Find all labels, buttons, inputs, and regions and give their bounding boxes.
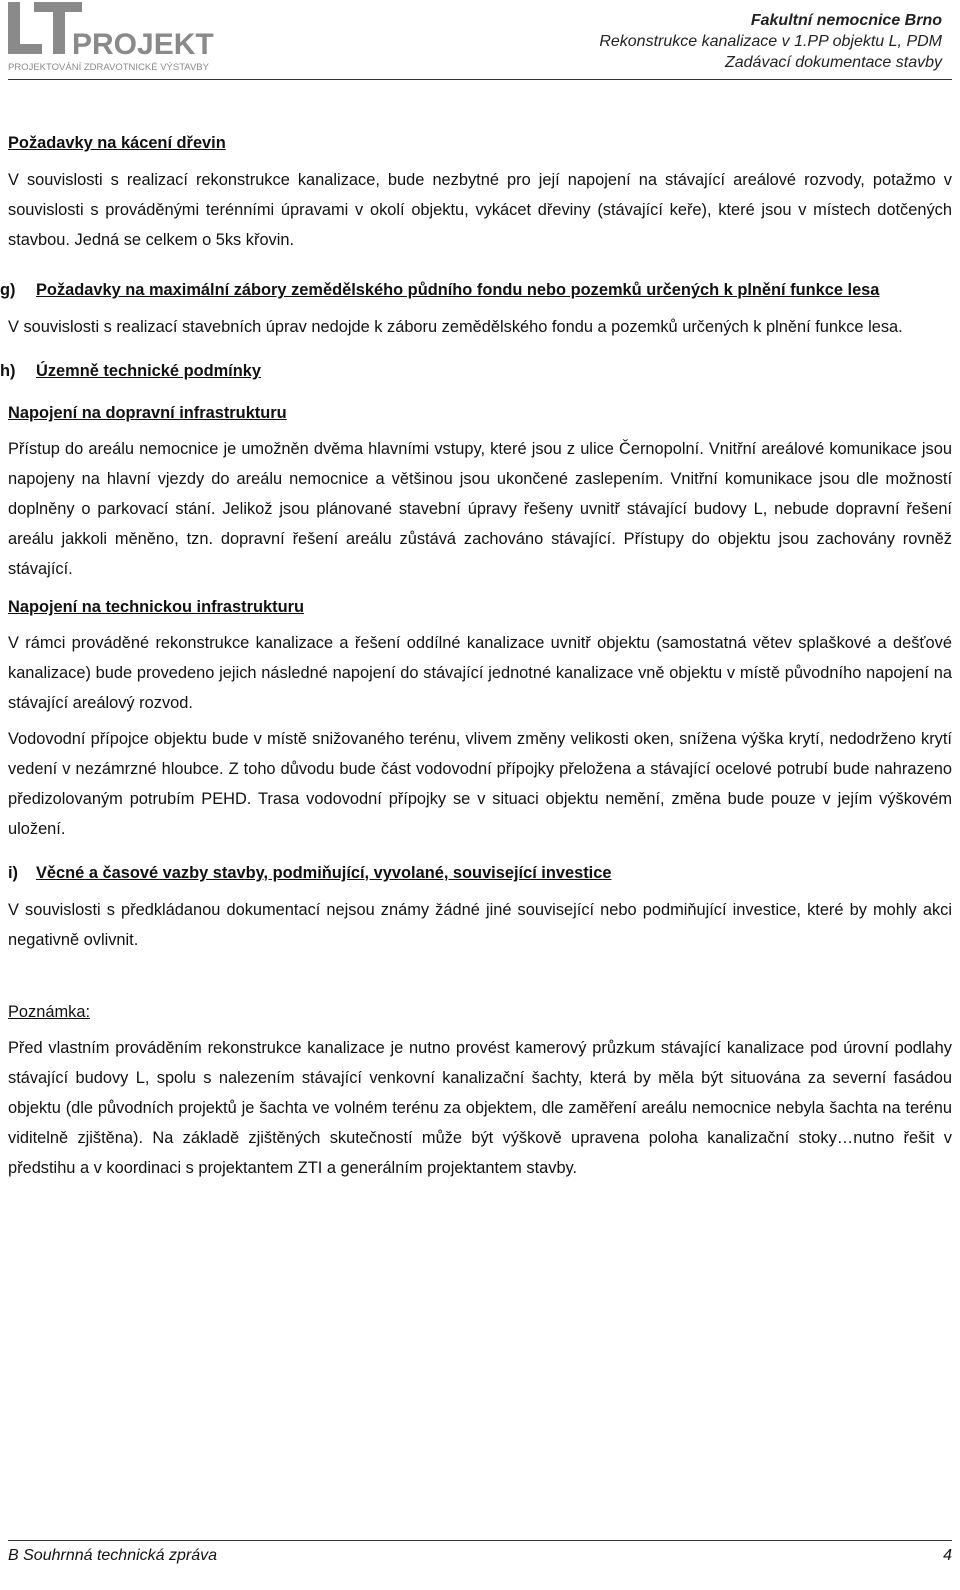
- footer-document-name: B Souhrnná technická zpráva: [8, 1547, 218, 1564]
- section-g-heading: [0, 275, 952, 305]
- document-type: Zadávací dokumentace stavby: [724, 54, 942, 71]
- institution: Fakultní nemocnice Brno: [750, 12, 942, 29]
- logo-subtitle: PROJEKTOVÁNÍ ZDRAVOTNICKÉ VÝSTAVBY: [8, 62, 209, 73]
- lt-projekt-logo: [8, 2, 228, 74]
- section-g-number: g): [0, 281, 16, 299]
- note-paragraph: Před vlastním prováděním rekonstrukce kanalizace je nutno provést kamerový průzkum stávající kanalizace pod úrovní podlahy stávající budovy L, spolu s nalezením stávající venkovní kanalizační šachty, která by měla být situována za severní fasádou objektu (dle původních projektů je šachta ve volném terénu za objektem, dle zaměření areálu nemocnice nebyla šachta na terénu viditelně zjištěna). Na základě zjištěných skutečností může být výškově upravena poloha kanalizační stoky…nutno řešit v předstihu a v koordinaci s projektantem ZTI a generálním projektantem stavby.: [8, 1039, 952, 1177]
- trees-heading: Požadavky na kácení dřevin: [8, 134, 226, 152]
- section-i-paragraph: V souvislosti s předkládanou dokumentací nejsou známy žádné jiné související nebo podmiňující investice, které by mohly akci negativně ovlivnit.: [8, 901, 952, 949]
- trees-paragraph: V souvislosti s realizací rekonstrukce kanalizace, bude nezbytné pro její napojení na stávající areálové rozvody, potažmo v souvislosti s prováděnými terénními úpravami v okolí objektu, vykácet dřeviny (stávající keře), které jsou v místech dotčených stavbou. Jedná se celkem o 5ks křovin.: [8, 171, 952, 249]
- section-i-number: i): [8, 864, 19, 882]
- section-h-number: h): [0, 362, 16, 380]
- page-footer: [8, 1540, 952, 1565]
- logo-text: PROJEKT: [72, 28, 214, 61]
- section-h-heading: [0, 356, 952, 386]
- page-header: [0, 0, 960, 80]
- section-h-title: Územně technické podmínky: [36, 362, 261, 380]
- transport-heading: Napojení na dopravní infrastrukturu: [8, 404, 287, 422]
- tech-paragraph-2: Vodovodní přípojce objektu bude v místě snižovaného terénu, vlivem změny velikosti oken, snížena výška krytí, nedodrženo krytí vedení v nezámrzné hloubce. Z toho důvodu bude část vodovodní přípojky přeložena a stávající ocelové potrubí bude nahrazeno předizolovaným potrubím PEHD. Trasa vodovodní přípojky se v situaci objektu nemění, změna bude pouze v jejím výškovém uložení.: [8, 730, 952, 838]
- document-body: [0, 128, 952, 1183]
- project-name: Rekonstrukce kanalizace v 1.PP objektu L, PDM: [599, 33, 942, 50]
- header-rule: [8, 79, 952, 80]
- note-heading: Poznámka:: [8, 1003, 90, 1021]
- section-i-title: Věcné a časové vazby stavby, podmiňující, vyvolané, související investice: [36, 864, 612, 882]
- section-i-heading: [8, 858, 952, 888]
- transport-paragraph: Přístup do areálu nemocnice je umožněn dvěma hlavními vstupy, které jsou z ulice Černopolní. Vnitřní areálové komunikace jsou napojeny na hlavní vjezdy do areálu nemocnice a většinou jsou ukončené zaslepením. Vnitřní komunikace jsou dle možností doplněny o parkovací stání. Jelikož jsou plánované stavební úpravy řešeny uvnitř stávající budovy L, nebude dopravní řešení areálu jakkoli měněno, tzn. dopravní řešení areálu zůstává zachováno stávající. Přístupy do objektu jsou zachovány rovněž stávající.: [8, 440, 952, 578]
- section-g-title: Požadavky na maximální zábory zemědělského půdního fondu nebo pozemků určených k plnění funkce lesa: [36, 281, 880, 299]
- section-g-paragraph: V souvislosti s realizací stavebních úprav nedojde k záboru zemědělského fondu a pozemků určených k plnění funkce lesa.: [8, 318, 903, 336]
- header-info: [599, 10, 942, 73]
- tech-heading: Napojení na technickou infrastrukturu: [8, 598, 304, 616]
- footer-page-number: 4: [943, 1547, 952, 1564]
- tech-paragraph-1: V rámci prováděné rekonstrukce kanalizace a řešení oddílné kanalizace uvnitř objektu (samostatná větev splaškové a dešťové kanalizace) bude provedeno jejich následné napojení do stávající jednotné kanalizace vně objektu v místě původního napojení na stávající areálový rozvod.: [8, 634, 952, 712]
